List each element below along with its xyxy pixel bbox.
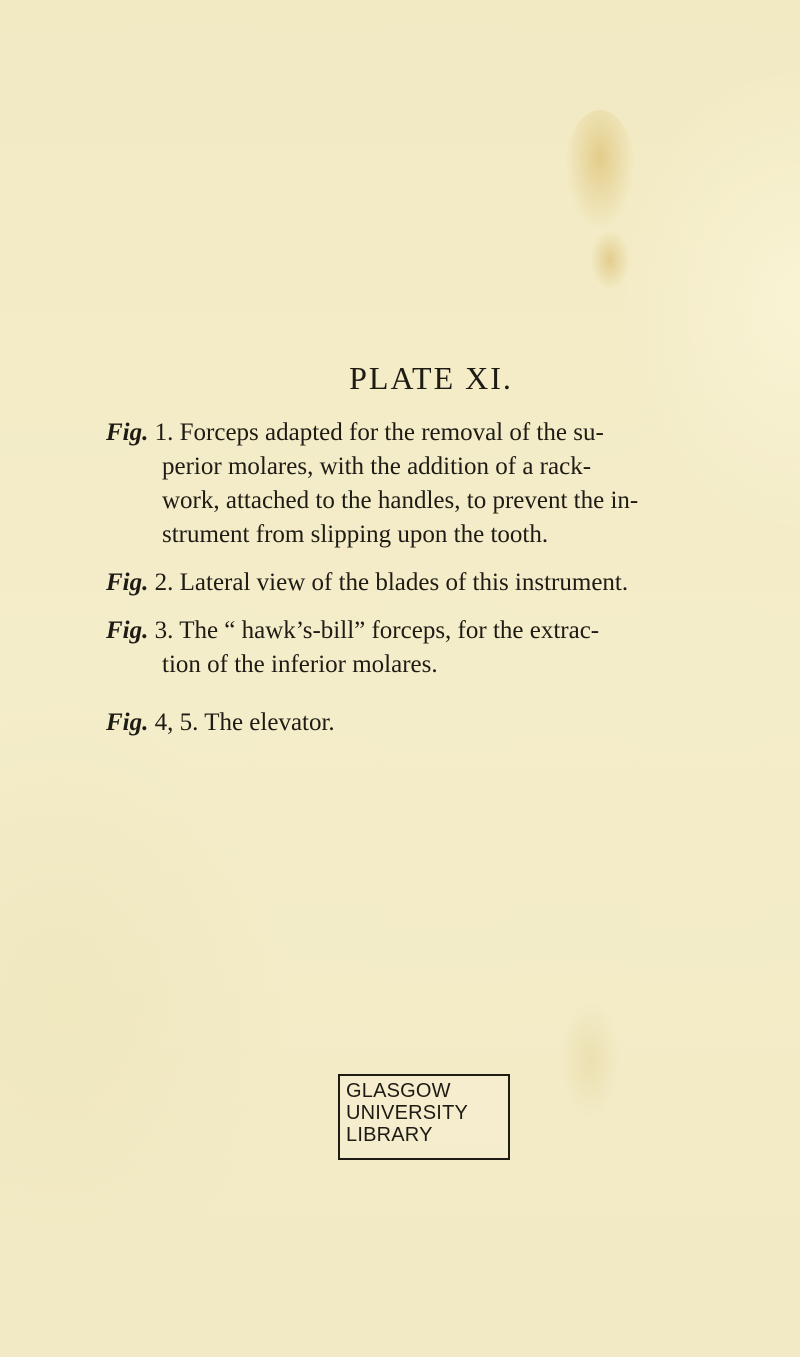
figure-number: 1. [154,419,174,446]
caption-line: strument from slipping upon the tooth. [162,521,549,548]
figure-number: 3. [154,617,174,644]
figure-label: Fig. [106,617,149,644]
figure-number: 2. [154,569,174,596]
caption-line: The “ hawk’s-bill” forceps, for the extrac- [179,617,600,644]
caption-line: work, attached to the handles, to prevent the in- [162,487,639,514]
figure-caption-2 [106,566,776,600]
figure-number: 4, 5. [154,709,199,736]
paper-stain [590,230,630,290]
figure-caption-4 [106,706,776,740]
plate-title: PLATE XI. [349,360,513,396]
figure-caption-3 [106,614,776,682]
stamp-line: GLASGOW [346,1080,451,1102]
figure-label: Fig. [106,569,149,596]
caption-line: Forceps adapted for the removal of the su- [179,419,604,446]
stamp-line: UNIVERSITY [346,1102,469,1124]
figure-label: Fig. [106,419,149,446]
caption-line: Lateral view of the blades of this instrument. [179,569,629,596]
paper-stain [560,1000,620,1120]
caption-line: The elevator. [204,709,335,736]
figure-caption-1 [106,416,776,552]
stamp-line: LIBRARY [346,1124,433,1146]
paper-stain [565,110,635,230]
caption-line: tion of the inferior molares. [162,651,438,678]
library-stamp [338,1074,510,1160]
caption-line: perior molares, with the addition of a rack- [162,453,592,480]
figure-label: Fig. [106,709,149,736]
